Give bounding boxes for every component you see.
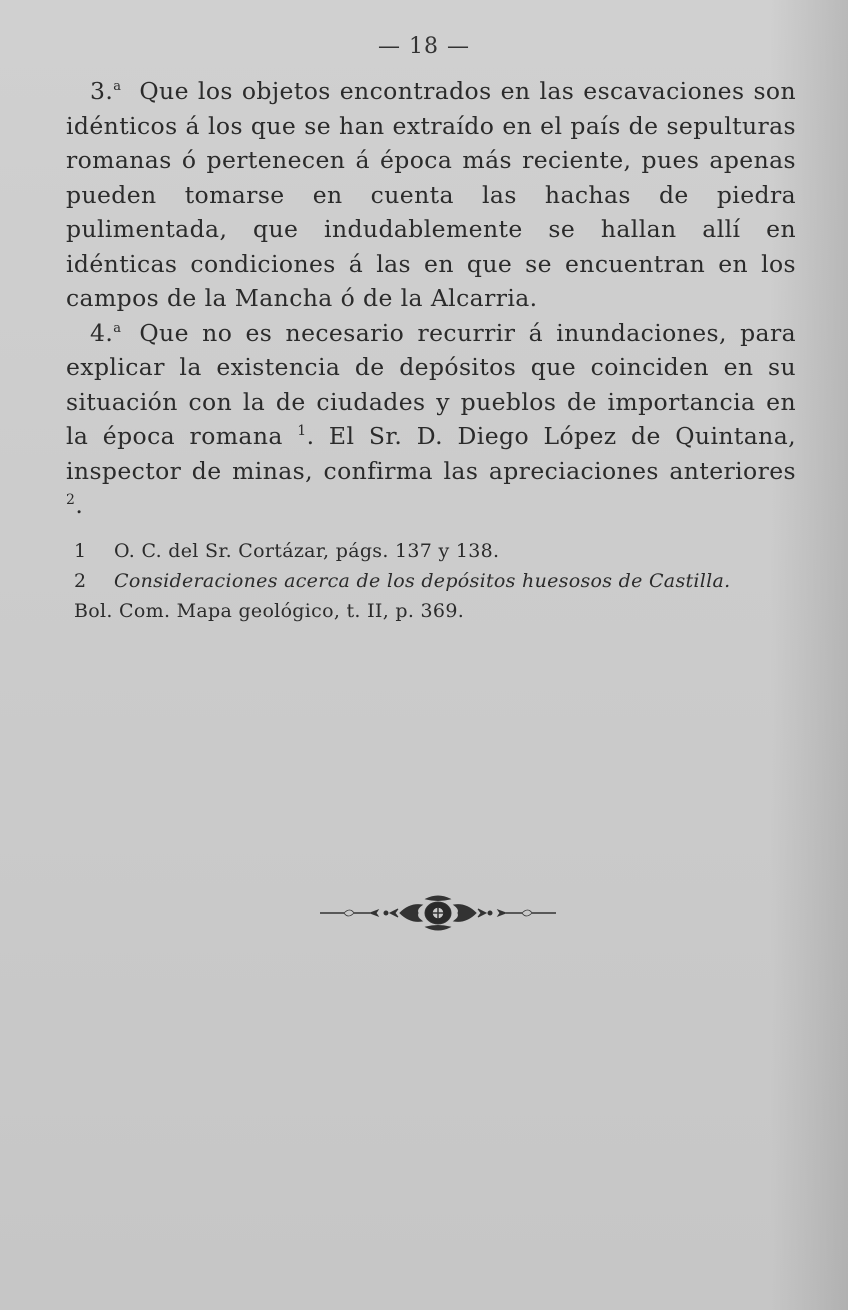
footnote-title: Consideraciones acerca de los depósitos huesosos de Castilla. [114, 570, 731, 592]
footnote-2-continuation: Bol. Com. Mapa geológico, t. II, p. 369. [74, 600, 465, 622]
decorative-fleuron-icon [318, 893, 558, 933]
footnote-1 [74, 536, 810, 566]
paragraph-number: 4.$^a$ [90, 318, 122, 347]
paragraph-3 [66, 74, 796, 316]
footnote-number: 1 [74, 540, 87, 562]
footnotes [74, 536, 810, 626]
footnote-2 [74, 566, 810, 596]
footnote-ref-1[interactable]: 1 [297, 423, 307, 440]
footnote-ref-2[interactable]: 2 [66, 492, 76, 509]
paragraph-text: Que no es necesario recurrir á inundaciones, para explicar la existencia de depósitos que coinciden en su situación con la de ciudades y pueblos de importancia en la época romana [66, 318, 796, 450]
page-number: — 18 — [378, 34, 470, 59]
paragraph-text: Que los objetos encontrados en las escavaciones son idénticos á los que se han extraído en el país de sepulturas romanas ó pertenecen á época más reciente, pues apenas pueden tomarse en cuenta las hachas de piedra pulimentada, que indudablemente se hallan allí en idénticas condiciones á las en que se encuentran en los campos de la Mancha ó de la Alcarria. [66, 77, 796, 312]
footnote-number: 2 [74, 570, 87, 592]
paragraph-number: 3.$^a$ [90, 77, 122, 105]
footnote-text: O. C. del Sr. Cortázar, págs. 137 y 138. [114, 540, 500, 562]
paragraph-text: . El Sr. D. Diego López de Quintana, inspector de minas, confirma las apreciaciones anteriores [66, 422, 796, 485]
body-text [66, 74, 796, 523]
paragraph-4: 4.$^a$ Que no es necesario recurrir á inundaciones, para explicar la existencia de depósitos que coinciden en su situación con la de ciudades y pueblos de importancia en la época romana $^1$. El Sr. D. Diego López de Quintana, inspector de minas, confirma las apreciaciones anteriores $^2$. [66, 318, 796, 519]
